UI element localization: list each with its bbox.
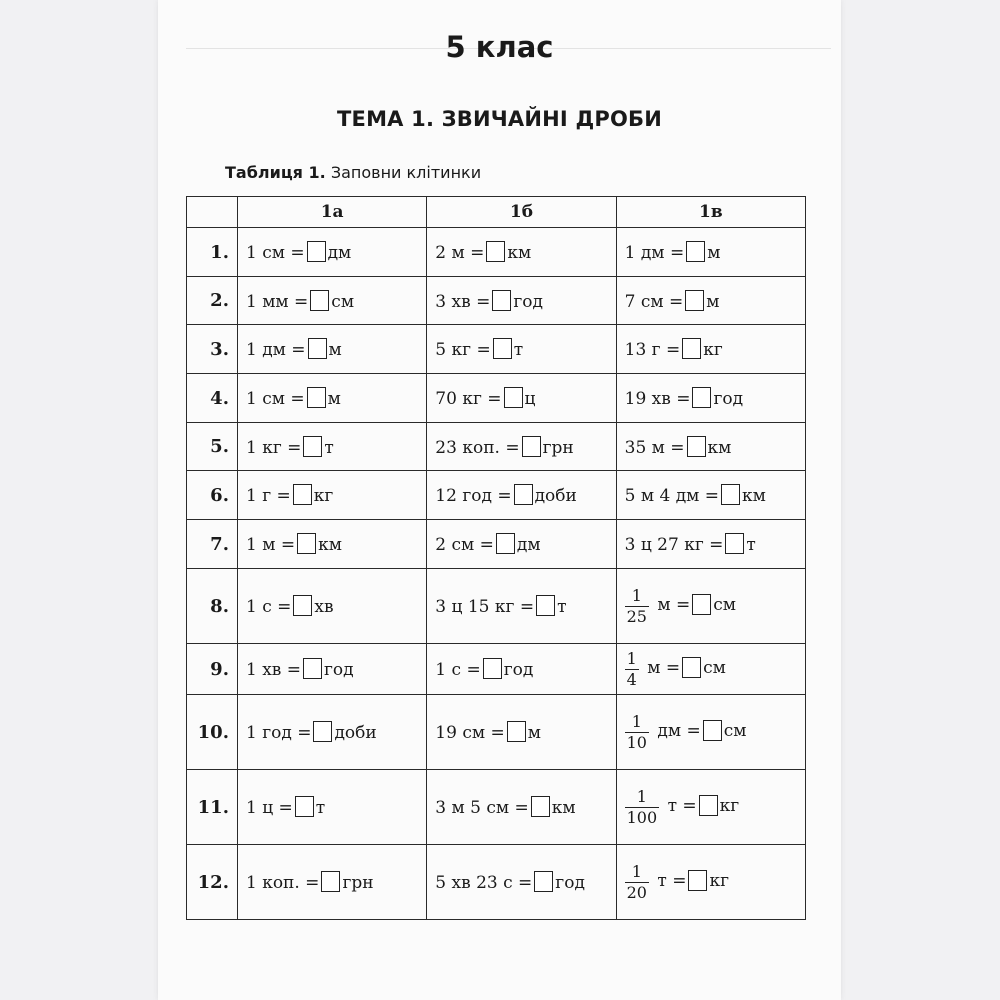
row-number: 3. [187,325,238,374]
exercise-cell-c [616,277,805,325]
expression-text: 19 хв = [624,389,691,409]
exercise-cell-c [616,471,805,520]
answer-box[interactable] [514,484,533,505]
fraction [625,586,649,625]
exercise-cell-a [237,228,426,277]
answer-box[interactable] [699,795,718,816]
exercise-cell-c [616,423,805,471]
row-number: 2. [187,277,238,325]
header-cell-number [187,197,238,228]
table-row [187,374,806,423]
table-header-row [187,197,806,228]
exercise-cell-b [427,374,616,423]
unit-text: год [713,389,744,409]
table-row [187,520,806,569]
table-row [187,569,806,644]
fraction-denominator: 20 [626,882,647,902]
exercise-cell-a [237,695,426,770]
fraction-numerator: 1 [631,712,642,732]
header-cell-1b: 1б [427,197,616,228]
header-cell-1a: 1а [237,197,426,228]
answer-box[interactable] [534,871,553,892]
table-row [187,423,806,471]
exercise-cell-b [427,770,616,845]
answer-box[interactable] [685,290,704,311]
expression-text: 5 м 4 дм = [624,486,720,506]
unit-text: м [527,723,541,743]
unit-text: кг [709,871,729,892]
answer-box[interactable] [692,387,711,408]
fraction-numerator: 1 [636,787,647,807]
answer-box[interactable] [496,533,515,554]
unit-text: год [503,660,534,680]
table-row [187,228,806,277]
unit-text: м [328,340,342,360]
table-row [187,845,806,920]
expression-text: 2 см = [435,535,494,555]
answer-box[interactable] [303,658,322,679]
answer-box[interactable] [321,871,340,892]
exercise-cell-a [237,569,426,644]
unit-text: дм [516,535,541,555]
unit-text: т [513,340,524,360]
unit-text: грн [342,873,374,893]
unit-text: грн [542,437,574,458]
answer-box[interactable] [293,484,312,505]
fraction-numerator: 1 [631,862,642,882]
expression-text: 1 кг = [245,437,302,458]
exercise-cell-b [427,845,616,920]
topic-title: ТЕМА 1. ЗВИЧАЙНІ ДРОБИ [337,107,662,131]
exercise-cell-c [616,374,805,423]
exercise-cell-b [427,228,616,277]
answer-box[interactable] [507,721,526,742]
exercise-cell-a [237,374,426,423]
answer-box[interactable] [703,720,722,741]
exercise-table [186,196,806,920]
exercise-cell-c [616,325,805,374]
fraction [625,649,639,688]
unit-text: т [557,597,567,617]
expression-text: 1 м = [245,535,296,555]
answer-box[interactable] [295,796,314,817]
expression-text: 3 м 5 см = [435,798,529,818]
expression-text: 12 год = [435,486,512,506]
exercise-cell-c [616,520,805,569]
unit-text: ц [524,389,536,409]
unit-text: т [324,437,334,458]
fraction [625,712,649,751]
answer-box[interactable] [531,796,550,817]
unit-text: год [324,660,354,680]
exercise-cell-b [427,471,616,520]
unit-text: т [315,798,326,818]
row-number: 10. [187,695,238,770]
table-caption-label: Таблиця 1. [225,163,326,182]
row-number: 6. [187,471,238,520]
exercise-cell-c [616,770,805,845]
fraction-denominator: 25 [626,606,647,626]
expression-text: 1 дм = [624,243,685,263]
expression-text: 1 см = [245,389,305,409]
textbook-page [158,0,841,1000]
row-number: 4. [187,374,238,423]
answer-box[interactable] [297,533,316,554]
fraction-numerator: 1 [631,586,642,606]
fraction-denominator: 100 [626,807,658,827]
expression-text: 3 ц 15 кг = [435,597,535,617]
table-row [187,277,806,325]
table-row [187,695,806,770]
row-number: 8. [187,569,238,644]
expression-text: 3 хв = [435,291,491,312]
unit-text: км [742,486,766,506]
answer-box[interactable] [307,241,326,262]
exercise-cell-c [616,695,805,770]
expression-text: м = [647,658,681,679]
expression-text: 1 с = [245,597,292,617]
unit-text: доби [334,723,377,743]
exercise-cell-b [427,695,616,770]
unit-text: км [507,243,532,263]
answer-box[interactable] [483,658,502,679]
expression-text: м = [657,595,691,616]
table-row [187,325,806,374]
exercise-cell-c [616,644,805,695]
unit-text: м [707,243,721,263]
row-number: 9. [187,644,238,695]
expression-text: 5 кг = [435,340,491,360]
table-row [187,770,806,845]
answer-box[interactable] [303,436,322,457]
table-row [187,471,806,520]
unit-text: км [318,535,342,555]
unit-text: см [331,291,355,312]
answer-box[interactable] [313,721,332,742]
fraction-denominator: 10 [626,732,647,752]
unit-text: год [555,873,585,893]
unit-text: кг [313,486,334,506]
exercise-cell-b [427,423,616,471]
answer-box[interactable] [687,436,706,457]
unit-text: хв [314,597,334,617]
exercise-cell-b [427,277,616,325]
answer-box[interactable] [522,436,541,457]
exercise-cell-a [237,423,426,471]
expression-text: 5 хв 23 с = [435,873,533,893]
grade-title: 5 клас [445,30,554,64]
unit-text: км [551,798,576,818]
expression-text: дм = [657,721,701,742]
fraction [625,862,649,901]
expression-text: 1 ц = [245,798,293,818]
expression-text: 1 коп. = [245,873,320,893]
exercise-cell-c [616,569,805,644]
expression-text: 1 дм = [245,340,306,360]
answer-box[interactable] [682,657,701,678]
expression-text: 13 г = [624,340,681,360]
row-number: 11. [187,770,238,845]
answer-box[interactable] [293,595,312,616]
unit-text: м [327,389,341,409]
answer-box[interactable] [721,484,740,505]
exercise-cell-a [237,770,426,845]
expression-text: 70 кг = [435,389,502,409]
exercise-cell-a [237,644,426,695]
table-caption [225,163,481,182]
answer-box[interactable] [688,870,707,891]
expression-text: 1 см = [245,243,305,263]
unit-text: км [707,437,732,458]
expression-text: 23 коп. = [435,437,520,458]
unit-text: кг [719,796,740,817]
table-row [187,644,806,695]
exercise-cell-a [237,520,426,569]
answer-box[interactable] [682,338,701,359]
answer-box[interactable] [504,387,523,408]
exercise-cell-b [427,644,616,695]
exercise-cell-a [237,845,426,920]
fraction-numerator: 1 [626,649,637,669]
expression-text: 1 мм = [245,291,309,312]
unit-text: т [746,535,756,555]
exercise-cell-c [616,845,805,920]
header-cell-1c: 1в [616,197,805,228]
expression-text: 2 м = [435,243,485,263]
answer-box[interactable] [307,387,326,408]
exercise-cell-a [237,325,426,374]
expression-text: 3 ц 27 кг = [624,535,724,555]
unit-text: м [706,291,720,312]
expression-text: 1 год = [245,723,312,743]
exercise-cell-b [427,520,616,569]
answer-box[interactable] [493,338,512,359]
answer-box[interactable] [725,533,744,554]
unit-text: см [703,658,726,679]
expression-text: т = [667,796,697,817]
fraction-denominator: 4 [626,669,637,689]
expression-text: 7 см = [624,291,684,312]
answer-box[interactable] [536,595,555,616]
row-number: 7. [187,520,238,569]
exercise-cell-b [427,325,616,374]
answer-box[interactable] [692,594,711,615]
exercise-cell-c [616,228,805,277]
unit-text: см [713,595,737,616]
expression-text: 1 с = [435,660,481,680]
expression-text: 19 см = [435,723,505,743]
row-number: 1. [187,228,238,277]
answer-box[interactable] [686,241,705,262]
expression-text: т = [657,871,687,892]
exercise-cell-b [427,569,616,644]
answer-box[interactable] [310,290,329,311]
unit-text: см [723,721,747,742]
unit-text: доби [534,486,577,506]
answer-box[interactable] [486,241,505,262]
expression-text: 35 м = [624,437,685,458]
unit-text: год [513,291,543,312]
table-caption-text: Заповни клітинки [325,163,482,182]
unit-text: дм [327,243,352,263]
answer-box[interactable] [308,338,327,359]
expression-text: 1 хв = [245,660,301,680]
exercise-cell-a [237,471,426,520]
unit-text: кг [703,340,723,360]
row-number: 5. [187,423,238,471]
row-number: 12. [187,845,238,920]
expression-text: 1 г = [245,486,291,506]
answer-box[interactable] [492,290,511,311]
exercise-cell-a [237,277,426,325]
fraction [625,787,660,826]
